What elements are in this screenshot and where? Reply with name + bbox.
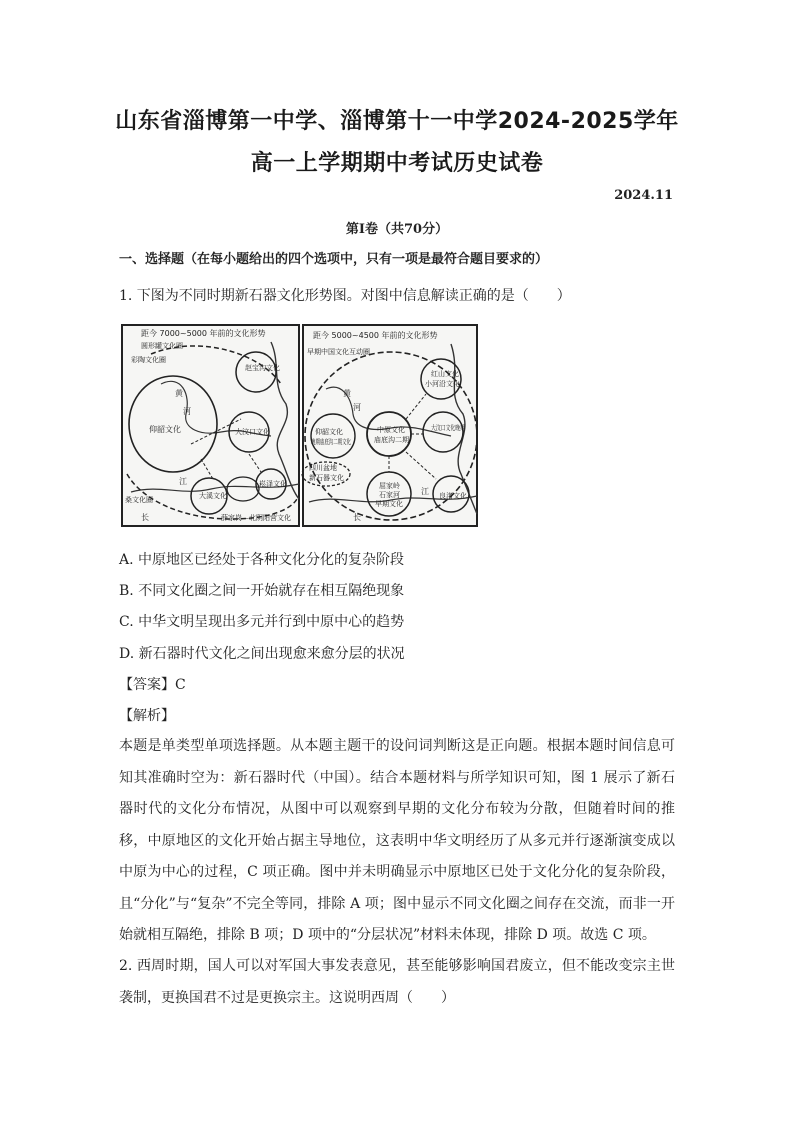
answer: 【答案】C (119, 677, 186, 693)
map-left-label: 仰韶文化 (149, 425, 181, 434)
map-left-label: 崧泽文化 (259, 480, 287, 488)
map-right-label: 大汶口文化晚期 (431, 424, 479, 432)
map-right-label: 良渚文化 (439, 492, 467, 500)
map-right-caption: 距今 5000~4500 年前的文化形势 (313, 331, 438, 340)
map-right-label: 早期文化 (375, 500, 403, 508)
map-right-label: 中原文化 (377, 426, 405, 434)
map-right-label: 河 (353, 403, 361, 412)
map-left (122, 325, 299, 526)
map-left-label: 河 (183, 407, 191, 416)
part-title: 第Ⅰ卷（共70分） (345, 222, 449, 237)
map-left-label: 彩陶文化圈 (131, 356, 166, 364)
map-right-label: 长 (353, 513, 361, 522)
map-left-caption: 距今 7000~5000 年前的文化形势 (141, 329, 266, 338)
page-title: 山东省淄博第一中学、淄博第十一中学2024-2025学年 (115, 109, 679, 134)
map-left-label: 长 (141, 513, 149, 522)
question-1-stem: 1. 下图为不同时期新石器文化形势图。对图中信息解读正确的是（ ） (119, 288, 571, 304)
analysis-text: 本题是单类型单项选择题。从本题主题干的设问词判断这是正向题。根据本题时间信息可知其准确时空为：新石器时代（中国）。结合本题材料与所学知识可知，图 1 展示了新石器时代的文化分布情况，从图中可以观察到早期的文化分布较为分散，但随着时间的推移，中原地区的文化开始占据主导地位，这表明中华文明经历了从多元并行逐渐演变成以中原为中心的过程，C 项正确。图中并未明确显示中原地区已处于文化分化的复杂阶段，且“分化”与“复杂”不完全等同，排除 A 项；图中显示不同文化圈之间存在交流，而非一开始就相互隔绝，排除 B 项；D 项中的“分层状况”材料未体现，排除 D 项。故选 C 项。 (119, 738, 675, 943)
option-a: A. 中原地区已经处于各种文化分化的复杂阶段 (119, 552, 405, 568)
map-right-label: 小河沿文化 (425, 380, 460, 388)
exam-date: 2024.11 (614, 188, 673, 203)
analysis-label: 【解析】 (119, 708, 175, 724)
map-right-label: 早期中国文化互动圈 (307, 348, 370, 356)
map-left-label: 江 (179, 477, 187, 486)
map-right (302, 325, 477, 526)
map-right-label: 红山文化 (431, 370, 459, 378)
map-right-label: 庙底沟二期 (374, 436, 409, 444)
option-b: B. 不同文化圈之间一开始就存在相互隔绝现象 (119, 583, 405, 599)
question-2-stem: 2. 西周时期，国人可以对军国大事发表意见，甚至能够影响国君废立，但不能改变宗主世袭制，更换国君不过是更换宗主。这说明西周（ ） (119, 958, 675, 1006)
map-left-label: 大溪文化 (199, 492, 227, 500)
map-left-label: 薛家岗—北阴阳营文化 (221, 514, 291, 522)
option-d: D. 新石器时代文化之间出现愈来愈分层的状况 (119, 646, 405, 662)
map-left-label: 圆形罐文化圈 (141, 342, 183, 350)
map-right-label: 仰韶文化 (315, 428, 343, 436)
map-left-label: 桑文化圈 (125, 496, 153, 504)
section-title: 一、选择题（在每小题给出的四个选项中，只有一项是最符合题目要求的） (119, 252, 549, 267)
neolithic-culture-maps (121, 324, 479, 528)
page-subtitle: 高一上学期期中考试历史试卷 (250, 151, 544, 176)
map-right-label: 石家河 (379, 491, 400, 499)
map-right-label: 黄 (343, 389, 351, 398)
map-right-label: 屈家岭 (379, 482, 400, 490)
map-left-label: 大汶口文化 (235, 428, 270, 436)
map-right-label: 晚期庙底沟二期文化 (311, 438, 374, 446)
map-right-label: 新石器文化 (309, 474, 344, 482)
map-left-label: 赵宝沟文化 (245, 364, 280, 372)
map-left-label: 黄 (175, 389, 183, 398)
map-right-label: 四川盆地 (309, 464, 337, 472)
option-c: C. 中华文明呈现出多元并行到中原中心的趋势 (119, 614, 405, 630)
map-right-label: 江 (421, 487, 429, 496)
